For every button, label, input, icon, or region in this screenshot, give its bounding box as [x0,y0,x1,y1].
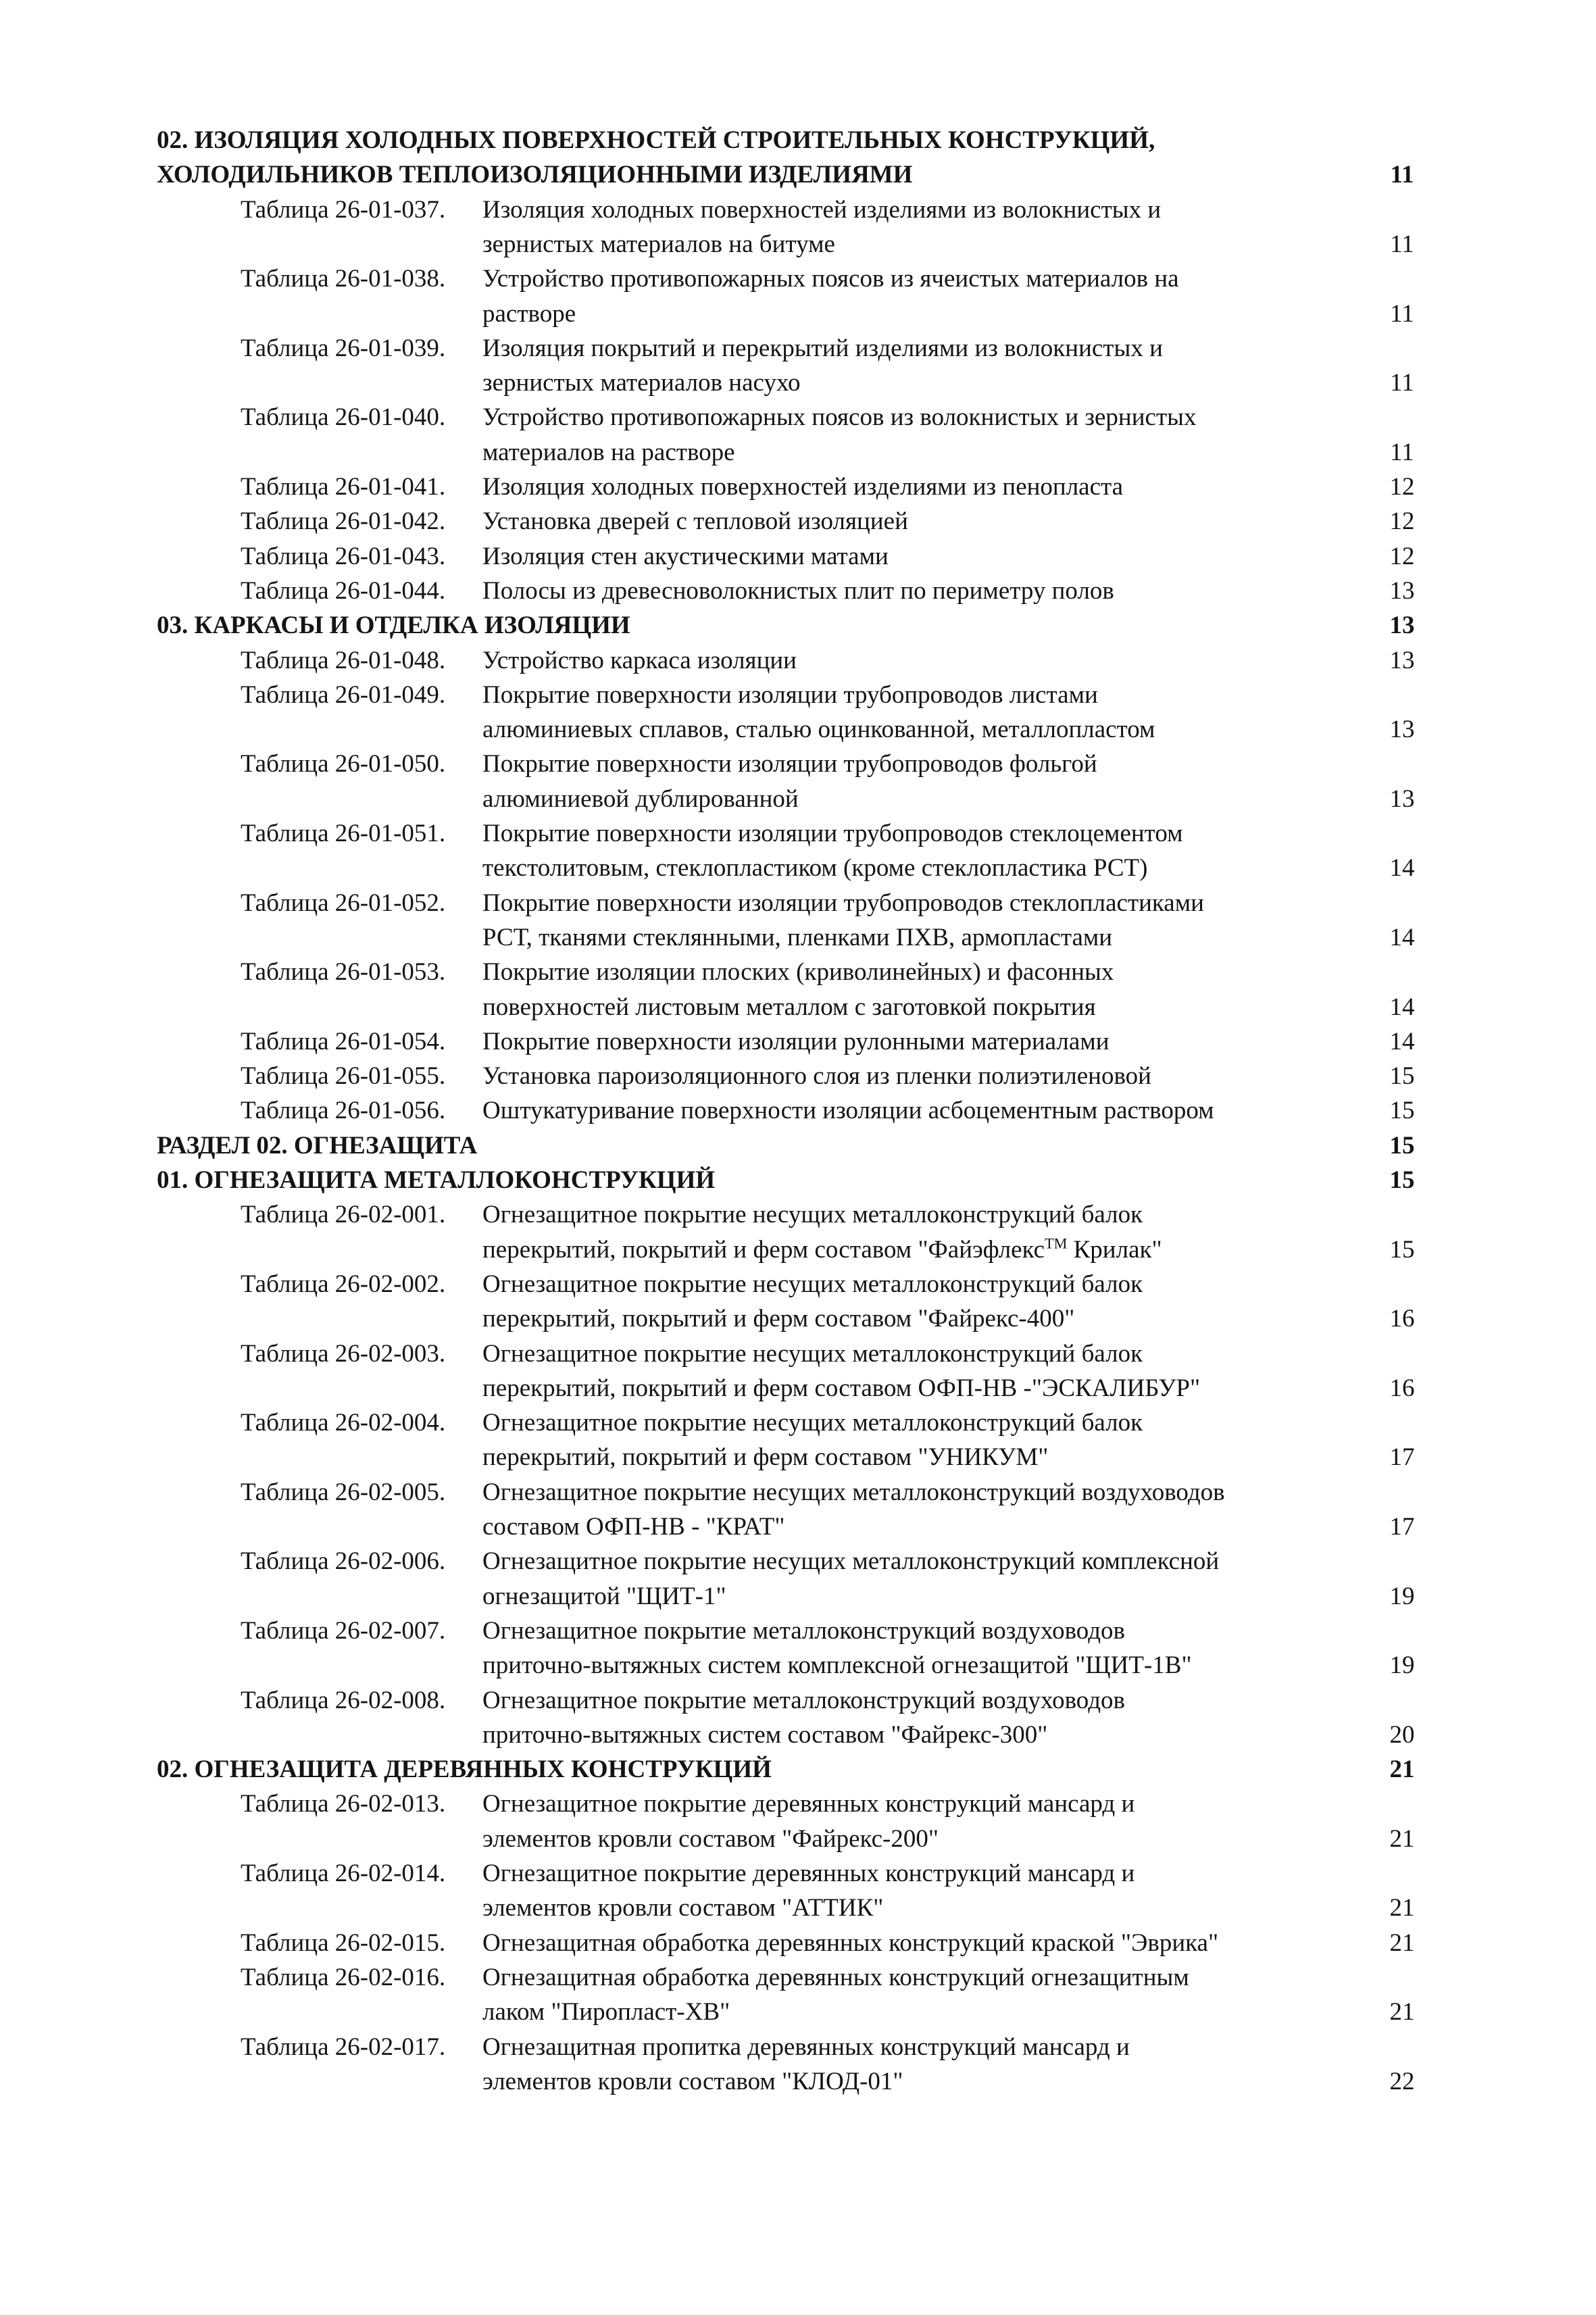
section-title: 02. ИЗОЛЯЦИЯ ХОЛОДНЫХ ПОВЕРХНОСТЕЙ СТРОИТЕЛЬНЫХ КОНСТРУКЦИЙ, [157,126,1155,154]
table-number: Таблица 26-01-039. [241,334,446,362]
page-number: 21 [1389,1928,1415,1957]
table-number: Таблица 26-02-013. [241,1790,446,1818]
entry-title: приточно-вытяжных систем комплексной огнезащитой "ЩИТ-1В" [482,1651,1192,1680]
entry-title: Изоляция холодных поверхностей изделиями из волокнистых и [482,195,1162,224]
entry-title: составом ОФП-НВ - "КРАТ" [482,1513,785,1541]
toc-entry-continuation [0,990,1596,1025]
section-title: ХОЛОДИЛЬНИКОВ ТЕПЛОИЗОЛЯЦИОННЫМИ ИЗДЕЛИЯМИ [157,161,913,189]
page-number: 21 [1389,1756,1415,1784]
page-number: 19 [1389,1582,1415,1610]
table-number: Таблица 26-02-004. [241,1409,446,1437]
toc-entry [0,1544,1596,1579]
toc-entry-continuation [0,920,1596,955]
page-number: 14 [1389,1027,1415,1055]
entry-title: Покрытие поверхности изоляции рулонными материалами [482,1027,1109,1055]
toc-entry [0,1475,1596,1510]
toc-entry [0,193,1596,228]
table-number: Таблица 26-01-037. [241,195,446,224]
page-number: 13 [1389,576,1415,605]
page-number: 12 [1389,507,1415,536]
entry-title: Покрытие поверхности изоляции трубопроводов фольгой [482,750,1097,778]
entry-title: элементов кровли составом "Файрекс-200" [482,1824,939,1853]
entry-title: перекрытий, покрытий и ферм составом ОФП-НВ -"ЭСКАЛИБУР" [482,1374,1201,1402]
page-number: 14 [1389,854,1415,882]
toc-entry [0,1926,1596,1961]
page-number: 14 [1389,993,1415,1021]
entry-title: поверхностей листовым металлом с заготовкой покрытия [482,993,1096,1021]
toc-entry [0,1960,1596,1995]
entry-title: Покрытие поверхности изоляции трубопроводов листами [482,680,1098,709]
toc-entry [0,1024,1596,1060]
page-number: 17 [1389,1443,1415,1472]
entry-title: Огнезащитное покрытие несущих металлоконструкций балок [482,1409,1143,1437]
page-number: 12 [1389,473,1415,501]
toc-entry-continuation [0,435,1596,470]
entry-title: Огнезащитное покрытие несущих металлоконструкций комплексной [482,1547,1220,1576]
entry-title: материалов на растворе [482,438,735,466]
trademark-mark: TM [1045,1235,1068,1252]
toc-entry-continuation [0,1371,1596,1406]
toc-entry [0,816,1596,851]
entry-title: Огнезащитное покрытие несущих металлоконструкций балок [482,1270,1143,1298]
section-title: 02. ОГНЕЗАЩИТА ДЕРЕВЯННЫХ КОНСТРУКЦИЙ [157,1756,772,1784]
toc-section-heading [0,1752,1596,1787]
table-number: Таблица 26-01-041. [241,473,446,501]
toc-entry [0,1093,1596,1128]
entry-title: перекрытий, покрытий и ферм составом "Файрекс-400" [482,1305,1075,1333]
entry-title: элементов кровли составом "АТТИК" [482,1894,884,1922]
table-number: Таблица 26-02-008. [241,1686,446,1714]
page-number: 12 [1389,542,1415,570]
toc-entry [0,574,1596,609]
entry-title: зернистых материалов насухо [482,369,801,397]
toc-entry-continuation [0,851,1596,886]
table-number: Таблица 26-02-016. [241,1963,446,1991]
toc-entry [0,1197,1596,1233]
table-number: Таблица 26-02-005. [241,1478,446,1506]
toc-entry-continuation [0,2064,1596,2099]
table-number: Таблица 26-02-003. [241,1339,446,1368]
table-number: Таблица 26-01-053. [241,958,446,987]
page-number: 11 [1390,230,1414,258]
toc-entry-continuation [0,227,1596,262]
page-number: 15 [1389,1131,1415,1160]
toc-entry-continuation [0,1301,1596,1337]
page-number: 15 [1389,1097,1415,1125]
toc-section-heading [0,608,1596,643]
toc-entry [0,1267,1596,1302]
table-number: Таблица 26-01-044. [241,576,446,605]
toc-section-heading [0,1163,1596,1198]
page-number: 21 [1389,1998,1415,2026]
toc-entry-continuation [0,1440,1596,1475]
page-number: 22 [1389,2067,1415,2095]
page-number: 15 [1389,1166,1415,1194]
toc-entry-continuation [0,1648,1596,1683]
page-number: 19 [1389,1651,1415,1680]
toc-entry [0,262,1596,297]
toc-entry [0,678,1596,713]
page-number: 14 [1389,923,1415,951]
toc-entry-continuation [0,1822,1596,1857]
toc-entry [0,1856,1596,1891]
section-title: 03. КАРКАСЫ И ОТДЕЛКА ИЗОЛЯЦИИ [157,612,630,640]
toc-entry-continuation [0,297,1596,332]
page-number: 16 [1389,1374,1415,1402]
toc-section-heading [0,1128,1596,1164]
entry-title: огнезащитой "ЩИТ-1" [482,1582,726,1610]
toc-entry [0,955,1596,990]
toc-entry [0,886,1596,921]
table-number: Таблица 26-02-007. [241,1616,446,1645]
entry-title: Огнезащитная обработка деревянных конструкций краской "Эврика" [482,1928,1219,1957]
table-number: Таблица 26-02-002. [241,1270,446,1298]
table-number: Таблица 26-01-048. [241,646,446,674]
page-number: 13 [1389,716,1415,744]
toc-entry-continuation [0,712,1596,747]
entry-title: Огнезащитное покрытие деревянных конструкций мансард и [482,1790,1135,1818]
entry-title: Покрытие изоляции плоских (криволинейных) и фасонных [482,958,1114,987]
toc-entry [0,539,1596,574]
table-number: Таблица 26-02-001. [241,1201,446,1229]
entry-title: Полосы из древесноволокнистых плит по периметру полов [482,576,1114,605]
toc-entry-continuation [0,1233,1596,1268]
entry-title: Покрытие поверхности изоляции трубопроводов стеклоцементом [482,820,1183,847]
entry-title: алюминиевых сплавов, сталью оцинкованной, металлопластом [482,716,1155,744]
entry-title: Изоляция покрытий и перекрытий изделиями из волокнистых и [482,334,1163,362]
entry-title: Устройство противопожарных поясов из волокнистых и зернистых [482,403,1197,432]
table-number: Таблица 26-01-042. [241,507,446,536]
entry-title: зернистых материалов на битуме [482,230,835,258]
entry-title: Огнезащитное покрытие металлоконструкций воздуховодов [482,1686,1126,1714]
entry-title: Изоляция стен акустическими матами [482,542,889,570]
entry-title: Огнезащитное покрытие деревянных конструкций мансард и [482,1860,1135,1887]
table-number: Таблица 26-01-056. [241,1097,446,1125]
entry-title: текстолитовым, стеклопластиком (кроме стеклопластика РСТ) [482,854,1148,882]
toc-section-heading [0,123,1596,158]
toc-entry [0,1614,1596,1649]
toc-entry [0,504,1596,539]
entry-title: Огнезащитная обработка деревянных конструкций огнезащитным [482,1963,1189,1991]
table-number: Таблица 26-01-050. [241,750,446,778]
entry-title: Огнезащитная пропитка деревянных конструкций мансард и [482,2033,1130,2061]
table-number: Таблица 26-02-014. [241,1860,446,1887]
table-number: Таблица 26-01-040. [241,403,446,432]
page-number: 13 [1389,612,1415,640]
entry-title: РСТ, тканями стеклянными, пленками ПХВ, армопластами [482,923,1113,951]
page-number: 11 [1390,438,1414,466]
section-title: 01. ОГНЕЗАЩИТА МЕТАЛЛОКОНСТРУКЦИЙ [157,1166,716,1194]
toc-entry-continuation [0,1995,1596,2030]
toc-entry [0,1059,1596,1094]
page-number: 21 [1389,1894,1415,1922]
entry-title: Огнезащитное покрытие несущих металлоконструкций балок [482,1339,1143,1368]
table-number: Таблица 26-01-043. [241,542,446,570]
page-number: 13 [1389,646,1415,674]
entry-title: Установка дверей с тепловой изоляцией [482,507,908,536]
page-number: 11 [1390,369,1414,397]
toc-entry-continuation [0,782,1596,817]
page-number: 15 [1389,1235,1415,1264]
entry-title: Изоляция холодных поверхностей изделиями из пенопласта [482,473,1124,501]
entry-title: Установка пароизоляционного слоя из пленки полиэтиленовой [482,1062,1151,1091]
table-number: Таблица 26-01-049. [241,680,446,709]
page-number: 15 [1389,1062,1415,1091]
page-number: 11 [1390,299,1414,328]
section-title: РАЗДЕЛ 02. ОГНЕЗАЩИТА [157,1131,478,1160]
toc-entry-continuation [0,1891,1596,1926]
entry-title: растворе [482,299,576,328]
page-number: 13 [1389,785,1415,813]
toc-entry [0,1405,1596,1441]
page-number: 11 [1390,161,1414,189]
table-number: Таблица 26-01-052. [241,889,446,917]
entry-title: Огнезащитное покрытие несущих металлоконструкций воздуховодов [482,1478,1225,1506]
entry-title: алюминиевой дублированной [482,785,799,813]
toc-entry [0,470,1596,505]
table-number: Таблица 26-01-054. [241,1027,446,1055]
entry-title: приточно-вытяжных систем составом "Файрекс-300" [482,1720,1048,1749]
entry-title: элементов кровли составом "КЛОД-01" [482,2067,903,2095]
toc-entry [0,643,1596,678]
entry-title: Огнезащитное покрытие несущих металлоконструкций балок [482,1201,1143,1229]
toc-entry [0,1787,1596,1822]
page-number: 21 [1389,1824,1415,1853]
entry-title: Устройство противопожарных поясов из ячеистых материалов на [482,265,1179,293]
page-number: 16 [1389,1305,1415,1333]
table-number: Таблица 26-02-017. [241,2033,446,2061]
toc-entry-continuation [0,1579,1596,1614]
table-number: Таблица 26-01-038. [241,265,446,293]
table-number: Таблица 26-02-006. [241,1547,446,1576]
table-number: Таблица 26-01-055. [241,1062,446,1091]
entry-title: перекрытий, покрытий и ферм составом "УНИКУМ" [482,1443,1049,1472]
toc-entry-continuation [0,1510,1596,1545]
toc-section-heading [0,157,1596,193]
toc-entry-continuation [0,366,1596,401]
toc-entry [0,2030,1596,2065]
page-number: 20 [1389,1720,1415,1749]
entry-title: Оштукатуривание поверхности изоляции асбоцементным раствором [482,1097,1214,1125]
entry-title: Огнезащитное покрытие металлоконструкций воздуховодов [482,1616,1126,1645]
table-number: Таблица 26-02-015. [241,1928,446,1957]
entry-title: перекрытий, покрытий и ферм составом "Файэфлекс™ Крилак" [482,1235,1162,1264]
entry-title: Устройство каркаса изоляции [482,646,797,674]
table-number: Таблица 26-01-051. [241,820,446,847]
toc-entry-continuation [0,1718,1596,1753]
toc-entry [0,1337,1596,1372]
toc-entry [0,400,1596,435]
toc-entry [0,747,1596,782]
toc-entry [0,1683,1596,1718]
toc-entry [0,331,1596,366]
entry-title: лаком "Пиропласт-ХВ" [482,1998,730,2026]
entry-title: Покрытие поверхности изоляции трубопроводов стеклопластиками [482,889,1204,917]
page-number: 17 [1389,1513,1415,1541]
